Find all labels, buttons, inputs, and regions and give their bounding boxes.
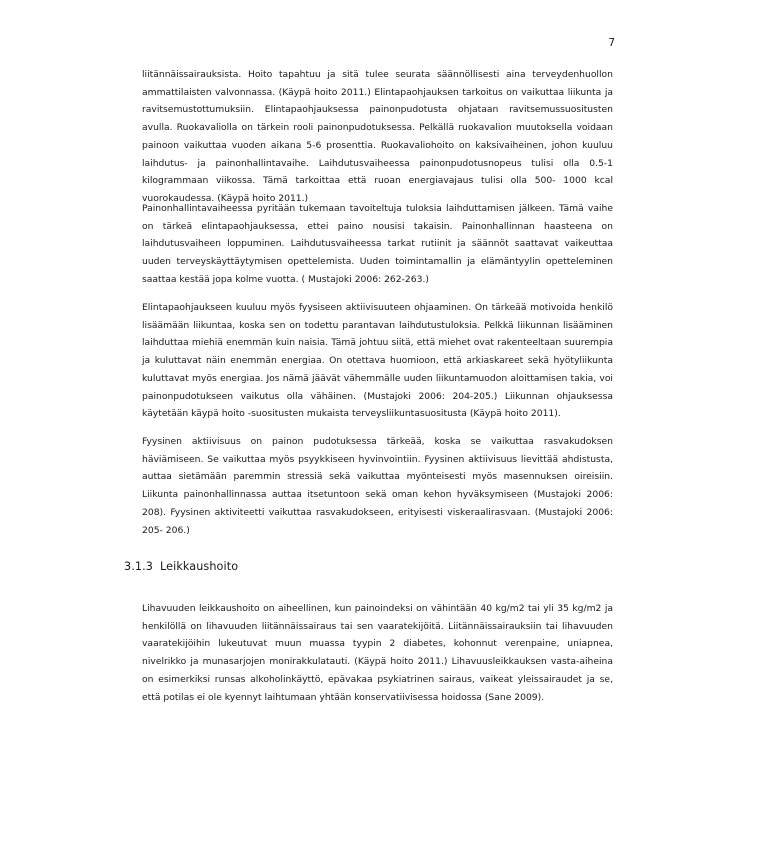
paragraph: Elintapaohjaukseen kuuluu myös fyysiseen aktiivisuuteen ohjaaminen. On tärkeää motivoida henkilö lisäämään liikuntaa, koska sen on todettu parantavan laihdutustuloksia. Pelkkä liikunnan lisääminen laihduttaa miehiä enemmän kuin naisia. Tämä johtuu siitä, että miehet ovat rakenteeltaan suurempia ja kuluttavat näin enemmän energiaa. On otettava huomioon, että arkiaskareet sekä hyötyliikunta kuluttavat myös energiaa. Jos nämä jäävät vähemmälle uuden liikuntamuodon aloittamisen takia, voi painonpudotukseen vaikutus olla vähäinen. (Mustajoki 2006: 204-205.) Liikunnan ohjauksessa käytetään käypä hoito -suositusten mukaista terveysliikuntasuositusta (Käypä hoito 2011). xyxy=(142,302,613,420)
paragraph: Painonhallintavaiheessa pyritään tukemaan tavoiteltuja tuloksia laihduttamisen jälkeen. Tämä vaihe on tärkeä elintapaohjauksessa, ettei paino nousisi takaisin. Painonhallinnan haasteena on laihdutusvaiheen loppuminen. Laihdutusvaiheessa tarkat rutiinit ja säännöt saattavat vaikeuttaa uuden terveyskäyttäytymisen opettelemista. Uuden toimintamallin ja elämäntyylin opetteleminen saattaa kestää jopa kolme vuotta. ( Mustajoki 2006: 262-263.) xyxy=(142,203,613,285)
section-heading xyxy=(124,560,238,573)
section-number: 3.1.3 xyxy=(124,560,153,573)
page-number: 7 xyxy=(608,37,615,49)
section-paragraph: Lihavuuden leikkaushoito on aiheellinen, kun painoindeksi on vähintään 40 kg/m2 tai yli 35 kg/m2 ja henkilöllä on lihavuuden liitännäissairaus tai sen vaaratekijöitä. Liitännäissairauksiin tai lihavuuden vaaratekijöihin lukeutuvat muun muassa tyypin 2 diabetes, kohonnut verenpaine, uniapnea, nivelrikko ja munasarjojen monirakkulatauti. (Käypä hoito 2011.) Lihavuusleikkauksen vasta-aiheina on esimerkiksi runsas alkoholinkäyttö, epävakaa psykiatrinen sairaus, vaikeat yleissairaudet ja se, että potilas ei ole kyennyt laihtumaan yhtään konservatiivisessa hoidossa (Sane 2009). xyxy=(142,603,613,703)
section-title: Leikkaushoito xyxy=(160,560,239,573)
paragraph: liitännäissairauksista. Hoito tapahtuu ja sitä tulee seurata säännöllisesti aina terveydenhuollon ammattilaisten valvonnassa. (Käypä hoito 2011.) Elintapaohjauksen tarkoitus on vaikuttaa liikunta ja ravitsemustottumuksiin. Elintapaohjauksessa painonpudotusta ohjataan ravitsemussuositusten avulla. Ruokavaliolla on tärkein rooli painonpudotuksessa. Pelkällä ruokavalion muutoksella voidaan painoon vaikuttaa vuoden aikana 5-6 prosenttia. Ruokavaliohoito on kaksivaiheinen, johon kuuluu laihdutus- ja painonhallintavaihe. Laihdutusvaiheessa painonpudotusnopeus tulisi olla 0.5-1 kilogrammaan viikossa. Tämä tarkoittaa että ruoan energiavajaus tulisi olla 500- 1000 kcal vuorokaudessa. (Käypä hoito 2011.) xyxy=(142,69,613,204)
paragraph: Fyysinen aktiivisuus on painon pudotuksessa tärkeää, koska se vaikuttaa rasvakudoksen häviämiseen. Se vaikuttaa myös psyykkiseen hyvinvointiin. Fyysinen aktiivisuus lievittää ahdistusta, auttaa sietämään paremmin stressiä sekä vaikuttaa myönteisesti myös masennuksen oireisiin. Liikunta painonhallinnassa auttaa itsetuntoon sekä oman kehon hyväksymiseen (Mustajoki 2006: 208). Fyysinen aktiviteetti vaikuttaa rasvakudokseen, erityisesti viskeraalirasvaan. (Mustajoki 2006: 205- 206.) xyxy=(142,436,613,536)
